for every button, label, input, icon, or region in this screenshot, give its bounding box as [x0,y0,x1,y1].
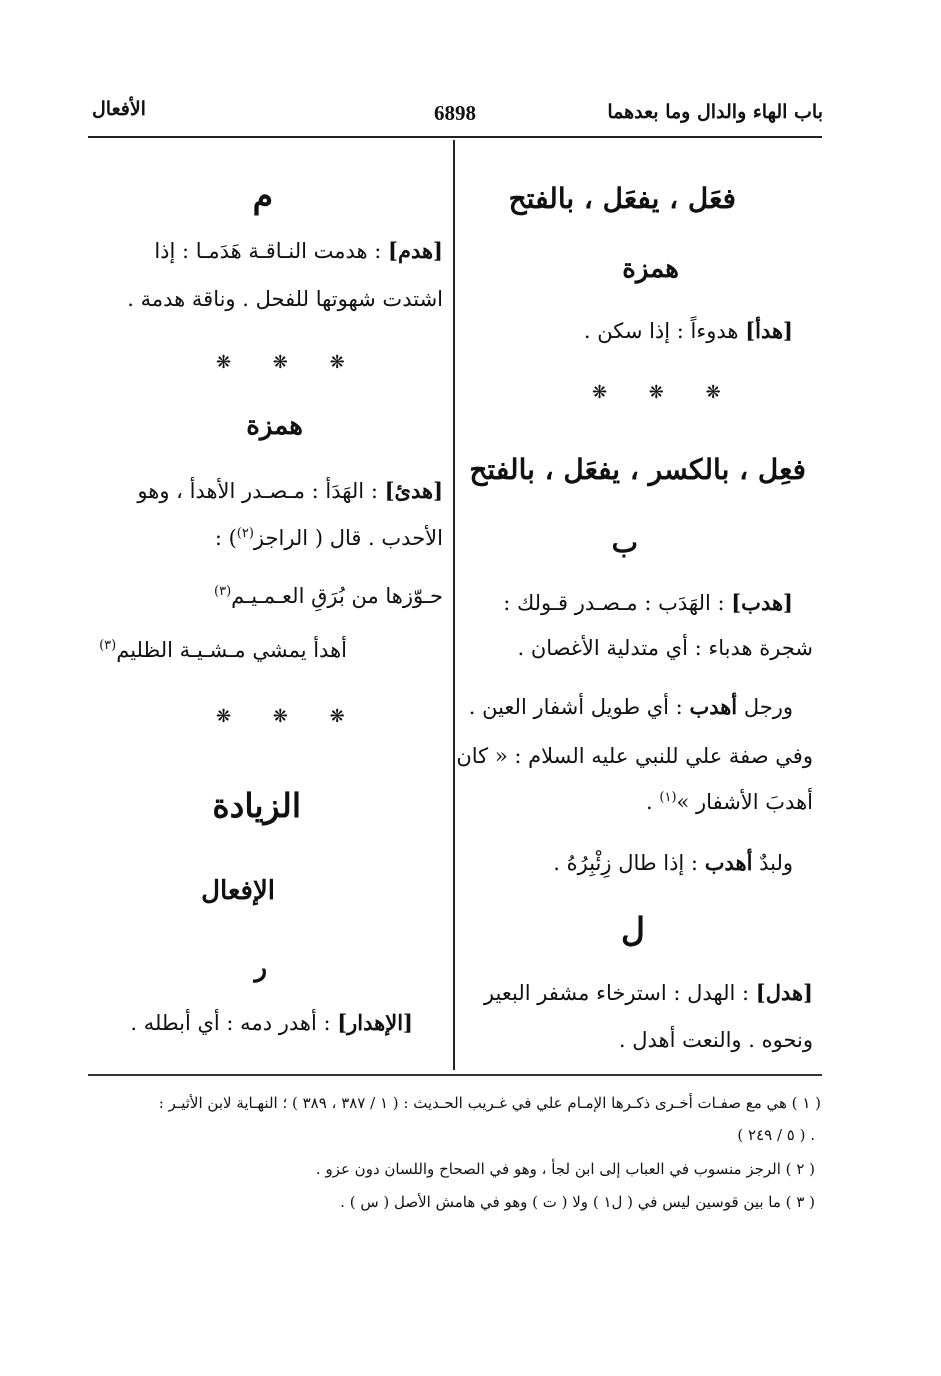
entry-text: هدوءاً : إذا سكن . [583,319,739,343]
entry-key: [هدب] [731,590,793,615]
entry-text: : الهدل : استرخاء مشفر البعير [483,981,750,1005]
footnote-3: ( ٣ ) ما بين قوسين ليس في ( ل١ ) ولا ( ت ) وهو في هامش الأصل ( س ) . [340,1193,815,1211]
bold-term: أهدب [689,694,738,719]
footnote-marker: (٣) [214,584,232,599]
entry-hadi-line1 [137,478,443,503]
mim-heading: م [252,176,273,215]
entry-text: : الهَدَب : مـصـدر قـولك : [503,591,725,615]
separator-stars: ❋ ❋ ❋ [216,706,363,727]
text-span: : أي طويل أشفار العين . [468,695,683,719]
text-span: ) : [214,526,237,550]
hadith-line1: وفي صفة علي للنبي عليه السلام : « كان [456,744,813,768]
entry-hadab-line2: شجرة هدباء : أي متدلية الأغصان . [517,636,813,660]
footnote-marker: (٣) [99,638,117,653]
ra-heading: ر [254,953,267,983]
text-span: حـوّزها من بُرَقِ العـمـيـم [231,584,443,608]
entry-text: : الهَدَأ : مـصـدر الأهدأ ، وهو [137,479,378,503]
entry-hadam-line2: اشتدت شهوتها للفحل . وناقة هدمة . [127,287,443,311]
entry-key: [هدل] [755,980,813,1005]
entry-hada [584,318,793,343]
running-head-chapter: باب الهاء والدال وما بعدهما [607,101,823,123]
entry-key: [الإهدار] [337,1010,413,1035]
column-divider [453,140,455,1070]
verse-line1 [214,584,443,608]
entry-ihdar [130,1010,413,1035]
entry-hadam-line1 [154,238,443,263]
entry-hadi-line2 [215,526,443,550]
pattern-heading-fatha: فعَل ، يفعَل ، بالفتح [508,182,736,215]
ba-heading: ب [611,526,638,559]
bold-term: أهدب [704,850,753,875]
text-span: ورجل [743,695,793,719]
entry-labad-line [553,850,793,875]
verse-line2 [99,638,347,662]
entry-key: [هدأ] [745,318,793,343]
hamza-heading: همزة [622,254,679,284]
text-span: الأحدب . قال ( الراجز [253,526,443,550]
page-number: 6898 [434,101,476,125]
lam-heading: ل [621,910,645,949]
running-head-section: الأفعال [92,98,146,120]
entry-text: : هدمت النـاقـة هَدَمـا : إذا [154,239,382,263]
hamza-heading: همزة [246,411,303,441]
entry-rajul-line [469,694,793,719]
footnote-marker: (٢) [236,526,254,541]
entry-hadal-line1 [484,980,813,1005]
entry-hadab-line1 [503,590,793,615]
separator-stars: ❋ ❋ ❋ [592,382,739,403]
hadith-line2 [646,790,813,814]
text-span: أهدأ يمشي مـشـيـة الظليم [116,638,347,662]
footnote-rule [88,1074,822,1076]
entry-key: [هدم] [388,238,443,263]
text-span: : إذا طال زِئْبِرُهُ . [553,851,699,875]
footnote-1-line1: ( ١ ) هي مع صفـات أخـرى ذكـرها الإمـام علي في غـريب الحـديث : ( ١ / ٣٨٧ ، ٣٨٩ ) ؛ النهـاية لابن الأثيـر : [158,1094,821,1112]
entry-hadal-line2: ونحوه . والنعت أهدل . [618,1028,813,1052]
footnote-2: ( ٢ ) الرجز منسوب في العباب إلى ابن لجأ ، وهو في الصحاح واللسان دون عزو . [315,1160,815,1178]
text-span: أهدبَ الأشفار » [676,790,813,814]
text-span: . [646,790,653,814]
text-span: ولبدٌ [759,851,793,875]
header-rule [88,136,822,138]
footnote-marker: (١) [659,790,677,805]
footnote-1-line2: ( ٥ / ٢٤٩ ) . [737,1126,815,1144]
entry-key: [هدئ] [384,478,443,503]
ziyada-heading: الزيادة [212,786,301,825]
pattern-heading-kasra: فعِل ، بالكسر ، يفعَل ، بالفتح [469,453,806,486]
entry-text: : أهدر دمه : أي أبطله . [130,1011,331,1035]
separator-stars: ❋ ❋ ❋ [216,352,363,373]
ifal-heading: الإفعال [201,876,275,906]
